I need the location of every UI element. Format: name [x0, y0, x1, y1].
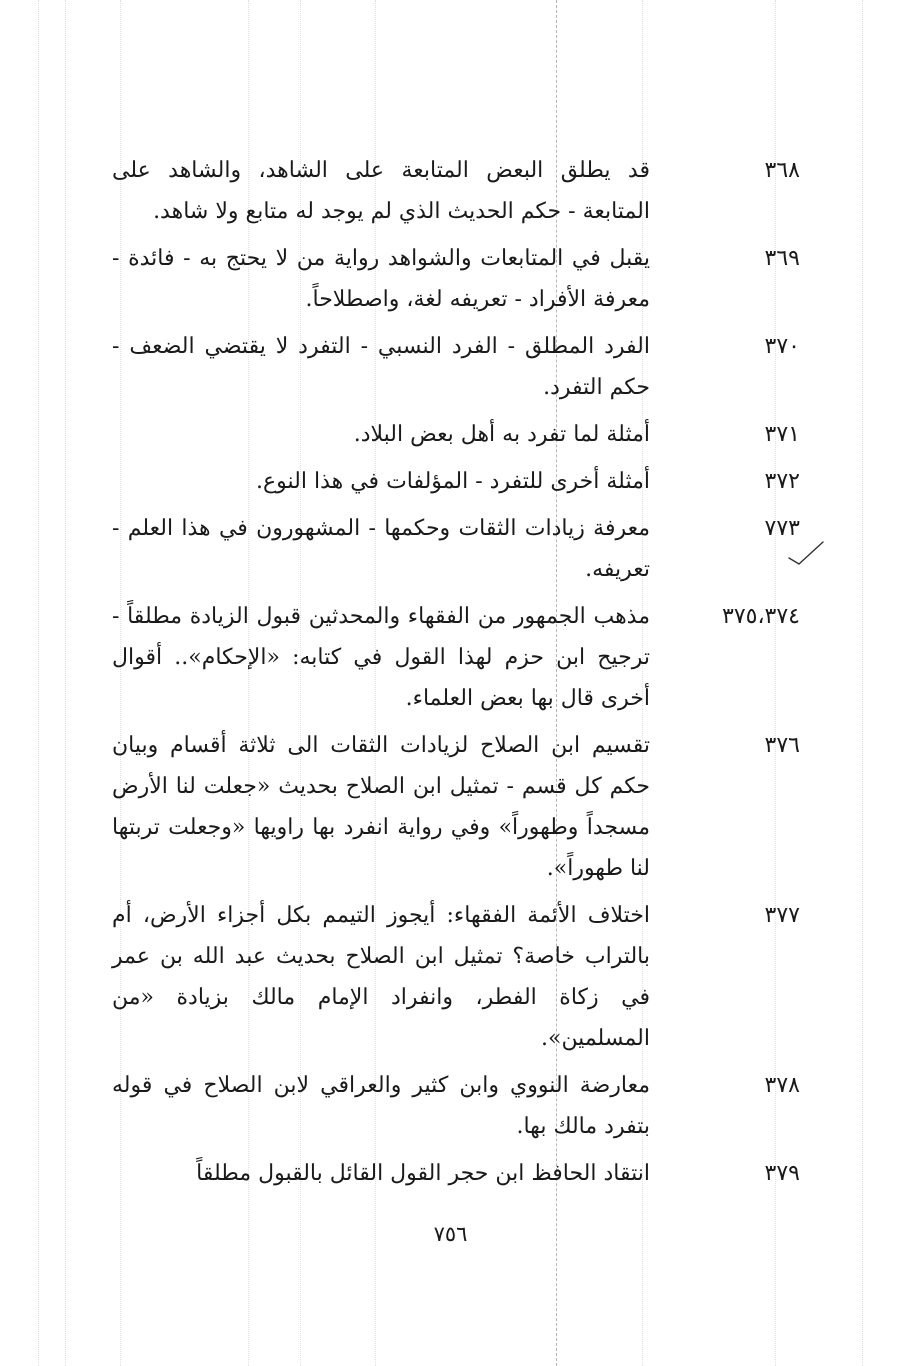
entry-page-number: ٣٧٦ [764, 733, 800, 758]
index-entry [110, 596, 800, 719]
scan-artifact-line [65, 0, 66, 1366]
index-entry [110, 150, 800, 232]
entry-text: يقبل في المتابعات والشواهد رواية من لا يحتج به - فائدة - معرفة الأفراد - تعريفه لغة، واصطلاحاً. [112, 246, 650, 312]
entry-page-number: ٣٧٢ [764, 469, 800, 494]
entry-text: أمثلة لما تفرد به أهل بعض البلاد. [353, 422, 650, 447]
entry-page-number: ٣٧٥،٣٧٤ [722, 604, 800, 629]
entry-text: اختلاف الأئمة الفقهاء: أيجوز التيمم بكل أجزاء الأرض، أم بالتراب خاصة؟ تمثيل ابن الصلاح بحديث عبد الله بن عمر في زكاة الفطر، وانفراد الإمام مالك بزيادة «من المسلمين». [112, 903, 650, 1051]
scan-artifact-line [38, 0, 39, 1366]
index-entry [110, 725, 800, 889]
entry-page-number: ٣٦٩ [764, 246, 800, 271]
entry-text: معرفة زيادات الثقات وحكمها - المشهورون في هذا العلم - تعريفه. [112, 516, 650, 582]
entry-text: تقسيم ابن الصلاح لزيادات الثقات الى ثلاثة أقسام وبيان حكم كل قسم - تمثيل ابن الصلاح بحديث «جعلت لنا الأرض مسجداً وطهوراً» وفي رواية انفرد بها راويها «وجعلت تربتها لنا طهوراً». [112, 733, 650, 881]
entry-page-number: ٧٧٣ [764, 516, 800, 541]
index-entry [110, 895, 800, 1059]
scan-artifact-line [862, 0, 863, 1366]
page-number: ٧٥٦ [433, 1222, 468, 1246]
index-entry [110, 326, 800, 408]
entry-text: أمثلة أخرى للتفرد - المؤلفات في هذا النوع. [256, 469, 650, 494]
entry-page-number: ٣٧٩ [764, 1161, 800, 1186]
index-entry [110, 414, 800, 455]
entry-page-number: ٣٧٠ [764, 334, 800, 359]
index-page [110, 150, 800, 1210]
entry-text: قد يطلق البعض المتابعة على الشاهد، والشاهد على المتابعة - حكم الحديث الذي لم يوجد له متابع ولا شاهد. [112, 158, 650, 224]
entry-text: معارضة النووي وابن كثير والعراقي لابن الصلاح في قوله بتفرد مالك بها. [112, 1073, 650, 1139]
index-entry [110, 461, 800, 502]
index-entry [110, 508, 800, 590]
entry-text: مذهب الجمهور من الفقهاء والمحدثين قبول الزيادة مطلقاً - ترجيح ابن حزم لهذا القول في كتابه: «الإحكام».. أقوال أخرى قال بها بعض العلماء. [112, 604, 650, 711]
index-entry [110, 1153, 800, 1194]
index-entry [110, 1065, 800, 1147]
entry-page-number: ٣٦٨ [764, 158, 800, 183]
entry-page-number: ٣٧١ [764, 422, 800, 447]
handwritten-tick-mark [787, 538, 827, 568]
entry-text: الفرد المطلق - الفرد النسبي - التفرد لا يقتضي الضعف - حكم التفرد. [112, 334, 650, 400]
entry-text: انتقاد الحافظ ابن حجر القول القائل بالقبول مطلقاً [196, 1161, 650, 1186]
entry-page-number: ٣٧٨ [764, 1073, 800, 1098]
index-entry [110, 238, 800, 320]
entry-page-number: ٣٧٧ [764, 903, 800, 928]
